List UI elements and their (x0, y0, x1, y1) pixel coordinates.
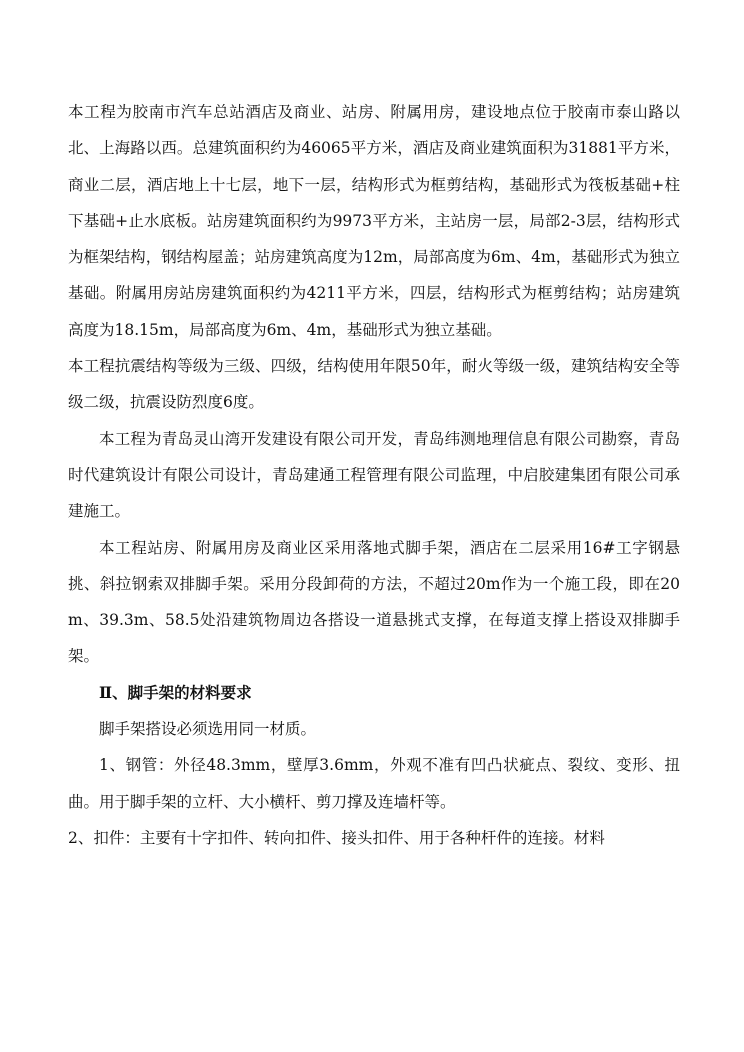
paragraph-fasteners: 2、扣件：主要有十字扣件、转向扣件、接头扣件、用于各种杆件的连接。材料 (68, 828, 605, 847)
paragraph-seismic-grade: 本工程抗震结构等级为三级、四级，结构使用年限50年，耐火等级一级，建筑结构安全等级二级，抗震设防烈度6度。 (68, 357, 680, 412)
paragraph-same-material: 脚手架搭设必须选用同一材质。 (99, 720, 317, 739)
section-heading-scaffold-materials: Ⅱ、脚手架的材料要求 (99, 682, 252, 702)
paragraph-project-overview: 本工程为胶南市汽车总站酒店及商业、站房、附属用房，建设地点位于胶南市泰山路以北、上海路以西。总建筑面积约为46065平方米，酒店及商业建筑面积为31881平方米，商业二层，酒店地上十七层，地下一层，结构形式为框剪结构，基础形式为筏板基础+柱下基础+止水底板。站房建筑面积约为9973平方米，主站房一层，局部2-3层，结构形式为框架结构，钢结构屋盖；站房建筑高度为12m，局部高度为6m、4m，基础形式为独立基础。附属用房站房建筑面积约为4211平方米，四层，结构形式为框剪结构；站房建筑高度为18.15m，局部高度为6m、4m，基础形式为独立基础。 (68, 103, 680, 339)
paragraph-steel-pipe: 1、钢管：外径48.3mm，壁厚3.6mm，外观不准有凹凸状疵点、裂纹、变形、扭曲。用于脚手架的立杆、大小横杆、剪刀撑及连墙杆等。 (68, 756, 680, 811)
paragraph-scaffold-scheme: 本工程站房、附属用房及商业区采用落地式脚手架，酒店在二层采用16#工字钢悬挑、斜拉钢索双排脚手架。采用分段卸荷的方法，不超过20m作为一个施工段，即在20m、39.3m、58.5处沿建筑物周边各搭设一道悬挑式支撑，在每道支撑上搭设双排脚手架。 (68, 538, 680, 666)
document-body (68, 94, 680, 856)
paragraph-participating-units: 本工程为青岛灵山湾开发建设有限公司开发，青岛纬测地理信息有限公司勘察，青岛时代建筑设计有限公司设计，青岛建通工程管理有限公司监理，中启胶建集团有限公司承建施工。 (68, 429, 680, 521)
